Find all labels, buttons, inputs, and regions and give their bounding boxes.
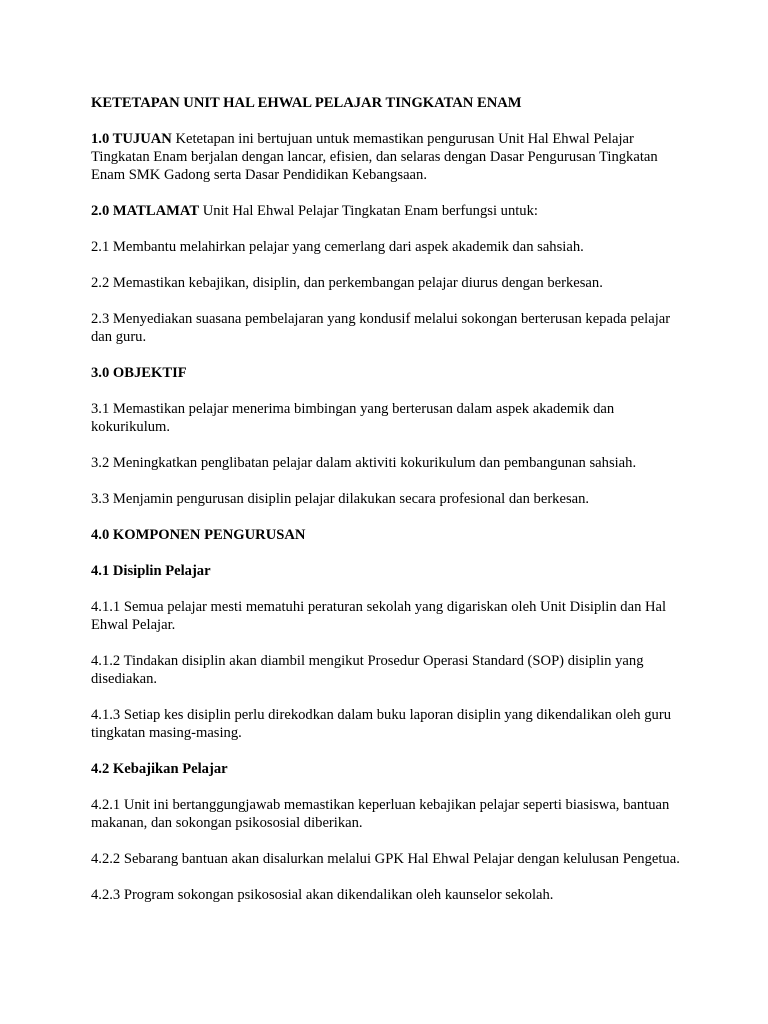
disiplin-item: 4.1.1 Semua pelajar mesti mematuhi peraturan sekolah yang digariskan oleh Unit Disiplin dan Hal Ehwal Pelajar. [91,599,667,633]
disiplin-item: 4.1.3 Setiap kes disiplin perlu direkodkan dalam buku laporan disiplin yang dikendalikan oleh guru tingkatan masing-masing. [91,707,671,741]
disiplin-item: 4.1.2 Tindakan disiplin akan diambil mengikut Prosedur Operasi Standard (SOP) disiplin yang disediakan. [91,653,644,687]
matlamat-item: 2.3 Menyediakan suasana pembelajaran yang kondusif melalui sokongan berterusan kepada pelajar dan guru. [91,311,671,345]
kebajikan-item: 4.2.3 Program sokongan psikososial akan dikendalikan oleh kaunselor sekolah. [91,887,554,903]
section-text-tujuan: Ketetapan ini bertujuan untuk memastikan pengurusan Unit Hal Ehwal Pelajar Tingkatan Enam berjalan dengan lancar, efisien, dan selaras dengan Dasar Pengurusan Tingkatan Enam SMK Gadong serta Dasar Pendidikan Kebangsaan. [91,131,658,183]
section-heading-tujuan: 1.0 TUJUAN [91,131,172,147]
kebajikan-item: 4.2.1 Unit ini bertanggungjawab memastikan keperluan kebajikan pelajar seperti biasiswa, bantuan makanan, dan sokongan psikososial diberikan. [91,797,670,831]
kebajikan-item: 4.2.2 Sebarang bantuan akan disalurkan melalui GPK Hal Ehwal Pelajar dengan kelulusan Pengetua. [91,851,680,867]
subsection-heading-disiplin: 4.1 Disiplin Pelajar [91,563,211,579]
objektif-item: 3.1 Memastikan pelajar menerima bimbingan yang berterusan dalam aspek akademik dan kokurikulum. [91,401,615,435]
section-tujuan [91,130,683,184]
subsection-heading-kebajikan: 4.2 Kebajikan Pelajar [91,761,228,777]
section-matlamat [91,202,683,220]
document-title: KETETAPAN UNIT HAL EHWAL PELAJAR TINGKATAN ENAM [91,95,522,111]
matlamat-item: 2.1 Membantu melahirkan pelajar yang cemerlang dari aspek akademik dan sahsiah. [91,239,584,255]
section-heading-komponen: 4.0 KOMPONEN PENGURUSAN [91,527,306,543]
section-heading-matlamat: 2.0 MATLAMAT [91,203,200,219]
section-text-matlamat: Unit Hal Ehwal Pelajar Tingkatan Enam berfungsi untuk: [199,203,538,219]
section-heading-objektif: 3.0 OBJEKTIF [91,365,187,381]
objektif-item: 3.3 Menjamin pengurusan disiplin pelajar dilakukan secara profesional dan berkesan. [91,491,590,507]
matlamat-item: 2.2 Memastikan kebajikan, disiplin, dan perkembangan pelajar diurus dengan berkesan. [91,275,603,291]
objektif-item: 3.2 Meningkatkan penglibatan pelajar dalam aktiviti kokurikulum dan pembangunan sahsiah. [91,455,637,471]
document-page [91,94,683,922]
